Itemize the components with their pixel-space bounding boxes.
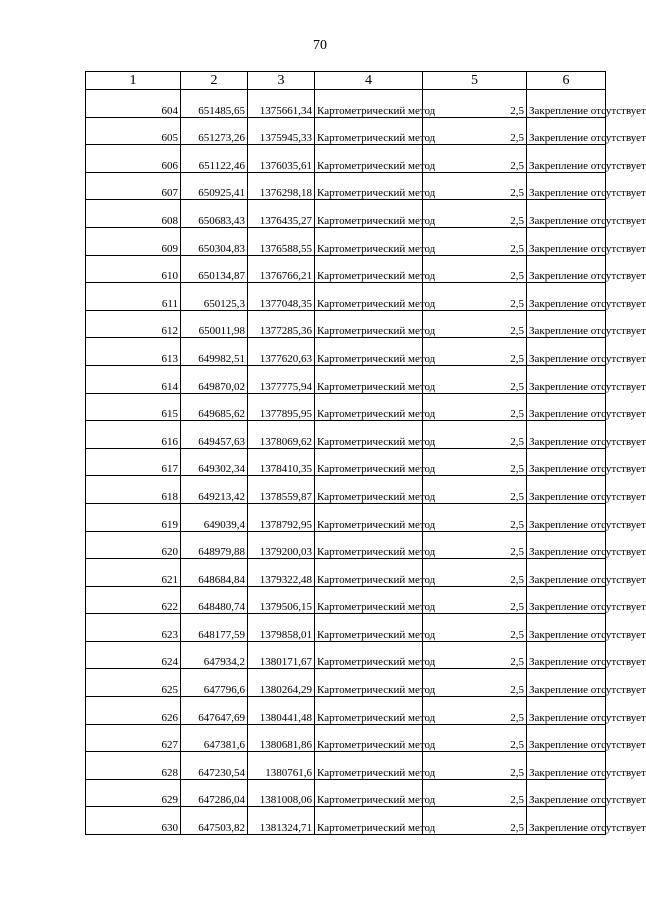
fixing-description-cell: Закрепление отсутствует bbox=[527, 200, 606, 228]
accuracy-cell: 2,5 bbox=[423, 476, 527, 504]
y-coordinate-cell: 1377620,63 bbox=[248, 338, 315, 366]
y-coordinate-cell: 1379506,15 bbox=[248, 586, 315, 614]
table-row bbox=[86, 200, 606, 228]
accuracy-cell: 2,5 bbox=[423, 448, 527, 476]
point-number-cell: 623 bbox=[86, 614, 181, 642]
table-body bbox=[86, 90, 646, 835]
point-number-cell: 629 bbox=[86, 779, 181, 807]
point-number-cell: 605 bbox=[86, 117, 181, 145]
point-number-cell: 624 bbox=[86, 641, 181, 669]
fixing-description-cell: Закрепление отсутствует bbox=[527, 807, 606, 835]
table-row bbox=[86, 779, 606, 807]
fixing-description-cell: Закрепление отсутствует bbox=[527, 559, 606, 587]
fixing-description-cell: Закрепление отсутствует bbox=[527, 283, 606, 311]
accuracy-cell: 2,5 bbox=[423, 145, 527, 173]
x-coordinate-cell: 651122,46 bbox=[181, 145, 248, 173]
fixing-description-cell: Закрепление отсутствует bbox=[527, 172, 606, 200]
y-coordinate-cell: 1380681,86 bbox=[248, 724, 315, 752]
accuracy-cell: 2,5 bbox=[423, 421, 527, 449]
fixing-description-cell: Закрепление отсутствует bbox=[527, 393, 606, 421]
method-cell: Картометрический метод bbox=[315, 117, 423, 145]
method-cell: Картометрический метод bbox=[315, 421, 423, 449]
method-cell: Картометрический метод bbox=[315, 393, 423, 421]
table-row bbox=[86, 807, 606, 835]
table-row bbox=[86, 421, 606, 449]
accuracy-cell: 2,5 bbox=[423, 669, 527, 697]
x-coordinate-cell: 650134,87 bbox=[181, 255, 248, 283]
method-cell: Картометрический метод bbox=[315, 200, 423, 228]
x-coordinate-cell: 647503,82 bbox=[181, 807, 248, 835]
table-row bbox=[86, 559, 606, 587]
method-cell: Картометрический метод bbox=[315, 531, 423, 559]
method-cell: Картометрический метод bbox=[315, 641, 423, 669]
point-number-cell: 626 bbox=[86, 697, 181, 725]
page-number: 70 bbox=[313, 38, 327, 53]
method-cell: Картометрический метод bbox=[315, 365, 423, 393]
fixing-description-cell: Закрепление отсутствует bbox=[527, 614, 606, 642]
x-coordinate-cell: 649302,34 bbox=[181, 448, 248, 476]
y-coordinate-cell: 1381008,06 bbox=[248, 779, 315, 807]
fixing-description-cell: Закрепление отсутствует bbox=[527, 90, 606, 118]
header-col-5: 5 bbox=[423, 72, 527, 90]
accuracy-cell: 2,5 bbox=[423, 310, 527, 338]
method-cell: Картометрический метод bbox=[315, 669, 423, 697]
point-number-cell: 604 bbox=[86, 90, 181, 118]
fixing-description-cell: Закрепление отсутствует bbox=[527, 586, 606, 614]
fixing-description-cell: Закрепление отсутствует bbox=[527, 145, 606, 173]
y-coordinate-cell: 1375661,34 bbox=[248, 90, 315, 118]
fixing-description-cell: Закрепление отсутствует bbox=[527, 338, 606, 366]
point-number-cell: 625 bbox=[86, 669, 181, 697]
y-coordinate-cell: 1380171,67 bbox=[248, 641, 315, 669]
accuracy-cell: 2,5 bbox=[423, 779, 527, 807]
table-row bbox=[86, 393, 606, 421]
fixing-description-cell: Закрепление отсутствует bbox=[527, 752, 606, 780]
header-col-1: 1 bbox=[86, 72, 181, 90]
accuracy-cell: 2,5 bbox=[423, 614, 527, 642]
fixing-description-cell: Закрепление отсутствует bbox=[527, 255, 606, 283]
method-cell: Картометрический метод bbox=[315, 614, 423, 642]
y-coordinate-cell: 1377775,94 bbox=[248, 365, 315, 393]
table-row bbox=[86, 255, 606, 283]
header-col-4: 4 bbox=[315, 72, 423, 90]
x-coordinate-cell: 650304,83 bbox=[181, 227, 248, 255]
fixing-description-cell: Закрепление отсутствует bbox=[527, 779, 606, 807]
method-cell: Картометрический метод bbox=[315, 283, 423, 311]
table-row bbox=[86, 586, 606, 614]
y-coordinate-cell: 1381324,71 bbox=[248, 807, 315, 835]
method-cell: Картометрический метод bbox=[315, 255, 423, 283]
point-number-cell: 606 bbox=[86, 145, 181, 173]
method-cell: Картометрический метод bbox=[315, 697, 423, 725]
table-row bbox=[86, 310, 606, 338]
x-coordinate-cell: 647647,69 bbox=[181, 697, 248, 725]
x-coordinate-cell: 649982,51 bbox=[181, 338, 248, 366]
method-cell: Картометрический метод bbox=[315, 724, 423, 752]
method-cell: Картометрический метод bbox=[315, 448, 423, 476]
y-coordinate-cell: 1379322,48 bbox=[248, 559, 315, 587]
x-coordinate-cell: 650125,3 bbox=[181, 283, 248, 311]
y-coordinate-cell: 1377048,35 bbox=[248, 283, 315, 311]
accuracy-cell: 2,5 bbox=[423, 752, 527, 780]
x-coordinate-cell: 649685,62 bbox=[181, 393, 248, 421]
fixing-description-cell: Закрепление отсутствует bbox=[527, 503, 606, 531]
table-row bbox=[86, 614, 606, 642]
point-number-cell: 620 bbox=[86, 531, 181, 559]
y-coordinate-cell: 1376035,61 bbox=[248, 145, 315, 173]
y-coordinate-cell: 1380264,29 bbox=[248, 669, 315, 697]
y-coordinate-cell: 1377895,95 bbox=[248, 393, 315, 421]
fixing-description-cell: Закрепление отсутствует bbox=[527, 724, 606, 752]
x-coordinate-cell: 648684,84 bbox=[181, 559, 248, 587]
table-row bbox=[86, 448, 606, 476]
fixing-description-cell: Закрепление отсутствует bbox=[527, 669, 606, 697]
x-coordinate-cell: 649039,4 bbox=[181, 503, 248, 531]
method-cell: Картометрический метод bbox=[315, 752, 423, 780]
accuracy-cell: 2,5 bbox=[423, 559, 527, 587]
header-col-2: 2 bbox=[181, 72, 248, 90]
point-number-cell: 619 bbox=[86, 503, 181, 531]
method-cell: Картометрический метод bbox=[315, 586, 423, 614]
x-coordinate-cell: 651273,26 bbox=[181, 117, 248, 145]
accuracy-cell: 2,5 bbox=[423, 117, 527, 145]
accuracy-cell: 2,5 bbox=[423, 227, 527, 255]
point-number-cell: 615 bbox=[86, 393, 181, 421]
y-coordinate-cell: 1380441,48 bbox=[248, 697, 315, 725]
x-coordinate-cell: 647934,2 bbox=[181, 641, 248, 669]
table-row bbox=[86, 227, 606, 255]
table-row bbox=[86, 724, 606, 752]
point-number-cell: 616 bbox=[86, 421, 181, 449]
point-number-cell: 612 bbox=[86, 310, 181, 338]
table-row bbox=[86, 172, 606, 200]
x-coordinate-cell: 649213,42 bbox=[181, 476, 248, 504]
y-coordinate-cell: 1378410,35 bbox=[248, 448, 315, 476]
method-cell: Картометрический метод bbox=[315, 90, 423, 118]
table-row bbox=[86, 503, 606, 531]
table-row bbox=[86, 476, 606, 504]
x-coordinate-cell: 650683,43 bbox=[181, 200, 248, 228]
table-header-row bbox=[86, 72, 606, 90]
y-coordinate-cell: 1379200,03 bbox=[248, 531, 315, 559]
y-coordinate-cell: 1379858,01 bbox=[248, 614, 315, 642]
header-col-3: 3 bbox=[248, 72, 315, 90]
method-cell: Картометрический метод bbox=[315, 807, 423, 835]
table-row bbox=[86, 641, 606, 669]
method-cell: Картометрический метод bbox=[315, 227, 423, 255]
table-row bbox=[86, 752, 606, 780]
table-row bbox=[86, 90, 606, 118]
x-coordinate-cell: 649457,63 bbox=[181, 421, 248, 449]
table-row bbox=[86, 531, 606, 559]
point-number-cell: 621 bbox=[86, 559, 181, 587]
point-number-cell: 609 bbox=[86, 227, 181, 255]
fixing-description-cell: Закрепление отсутствует bbox=[527, 365, 606, 393]
method-cell: Картометрический метод bbox=[315, 476, 423, 504]
fixing-description-cell: Закрепление отсутствует bbox=[527, 448, 606, 476]
accuracy-cell: 2,5 bbox=[423, 641, 527, 669]
method-cell: Картометрический метод bbox=[315, 145, 423, 173]
point-number-cell: 614 bbox=[86, 365, 181, 393]
x-coordinate-cell: 650925,41 bbox=[181, 172, 248, 200]
point-number-cell: 622 bbox=[86, 586, 181, 614]
point-number-cell: 613 bbox=[86, 338, 181, 366]
x-coordinate-cell: 648177,59 bbox=[181, 614, 248, 642]
y-coordinate-cell: 1377285,36 bbox=[248, 310, 315, 338]
fixing-description-cell: Закрепление отсутствует bbox=[527, 117, 606, 145]
table-row bbox=[86, 283, 606, 311]
fixing-description-cell: Закрепление отсутствует bbox=[527, 227, 606, 255]
x-coordinate-cell: 647286,04 bbox=[181, 779, 248, 807]
x-coordinate-cell: 650011,98 bbox=[181, 310, 248, 338]
fixing-description-cell: Закрепление отсутствует bbox=[527, 310, 606, 338]
point-number-cell: 627 bbox=[86, 724, 181, 752]
y-coordinate-cell: 1380761,6 bbox=[248, 752, 315, 780]
method-cell: Картометрический метод bbox=[315, 559, 423, 587]
y-coordinate-cell: 1376588,55 bbox=[248, 227, 315, 255]
table-row bbox=[86, 338, 606, 366]
accuracy-cell: 2,5 bbox=[423, 531, 527, 559]
point-number-cell: 611 bbox=[86, 283, 181, 311]
point-number-cell: 628 bbox=[86, 752, 181, 780]
accuracy-cell: 2,5 bbox=[423, 255, 527, 283]
accuracy-cell: 2,5 bbox=[423, 172, 527, 200]
accuracy-cell: 2,5 bbox=[423, 393, 527, 421]
accuracy-cell: 2,5 bbox=[423, 338, 527, 366]
table-row bbox=[86, 365, 606, 393]
y-coordinate-cell: 1376766,21 bbox=[248, 255, 315, 283]
x-coordinate-cell: 647381,6 bbox=[181, 724, 248, 752]
coordinates-table bbox=[85, 71, 646, 835]
table-row bbox=[86, 117, 606, 145]
x-coordinate-cell: 647796,6 bbox=[181, 669, 248, 697]
x-coordinate-cell: 651485,65 bbox=[181, 90, 248, 118]
x-coordinate-cell: 648480,74 bbox=[181, 586, 248, 614]
method-cell: Картометрический метод bbox=[315, 172, 423, 200]
method-cell: Картометрический метод bbox=[315, 338, 423, 366]
accuracy-cell: 2,5 bbox=[423, 200, 527, 228]
accuracy-cell: 2,5 bbox=[423, 586, 527, 614]
fixing-description-cell: Закрепление отсутствует bbox=[527, 476, 606, 504]
fixing-description-cell: Закрепление отсутствует bbox=[527, 697, 606, 725]
point-number-cell: 607 bbox=[86, 172, 181, 200]
accuracy-cell: 2,5 bbox=[423, 90, 527, 118]
y-coordinate-cell: 1375945,33 bbox=[248, 117, 315, 145]
y-coordinate-cell: 1376435,27 bbox=[248, 200, 315, 228]
y-coordinate-cell: 1378069,62 bbox=[248, 421, 315, 449]
accuracy-cell: 2,5 bbox=[423, 365, 527, 393]
table-row bbox=[86, 669, 606, 697]
point-number-cell: 617 bbox=[86, 448, 181, 476]
table-row bbox=[86, 697, 606, 725]
accuracy-cell: 2,5 bbox=[423, 503, 527, 531]
method-cell: Картометрический метод bbox=[315, 310, 423, 338]
fixing-description-cell: Закрепление отсутствует bbox=[527, 531, 606, 559]
fixing-description-cell: Закрепление отсутствует bbox=[527, 641, 606, 669]
accuracy-cell: 2,5 bbox=[423, 283, 527, 311]
y-coordinate-cell: 1378792,95 bbox=[248, 503, 315, 531]
fixing-description-cell: Закрепление отсутствует bbox=[527, 421, 606, 449]
method-cell: Картометрический метод bbox=[315, 779, 423, 807]
table-row bbox=[86, 145, 606, 173]
y-coordinate-cell: 1376298,18 bbox=[248, 172, 315, 200]
x-coordinate-cell: 649870,02 bbox=[181, 365, 248, 393]
header-col-6: 6 bbox=[527, 72, 606, 90]
accuracy-cell: 2,5 bbox=[423, 807, 527, 835]
method-cell: Картометрический метод bbox=[315, 503, 423, 531]
y-coordinate-cell: 1378559,87 bbox=[248, 476, 315, 504]
x-coordinate-cell: 648979,88 bbox=[181, 531, 248, 559]
point-number-cell: 630 bbox=[86, 807, 181, 835]
accuracy-cell: 2,5 bbox=[423, 724, 527, 752]
point-number-cell: 618 bbox=[86, 476, 181, 504]
point-number-cell: 608 bbox=[86, 200, 181, 228]
x-coordinate-cell: 647230,54 bbox=[181, 752, 248, 780]
accuracy-cell: 2,5 bbox=[423, 697, 527, 725]
point-number-cell: 610 bbox=[86, 255, 181, 283]
